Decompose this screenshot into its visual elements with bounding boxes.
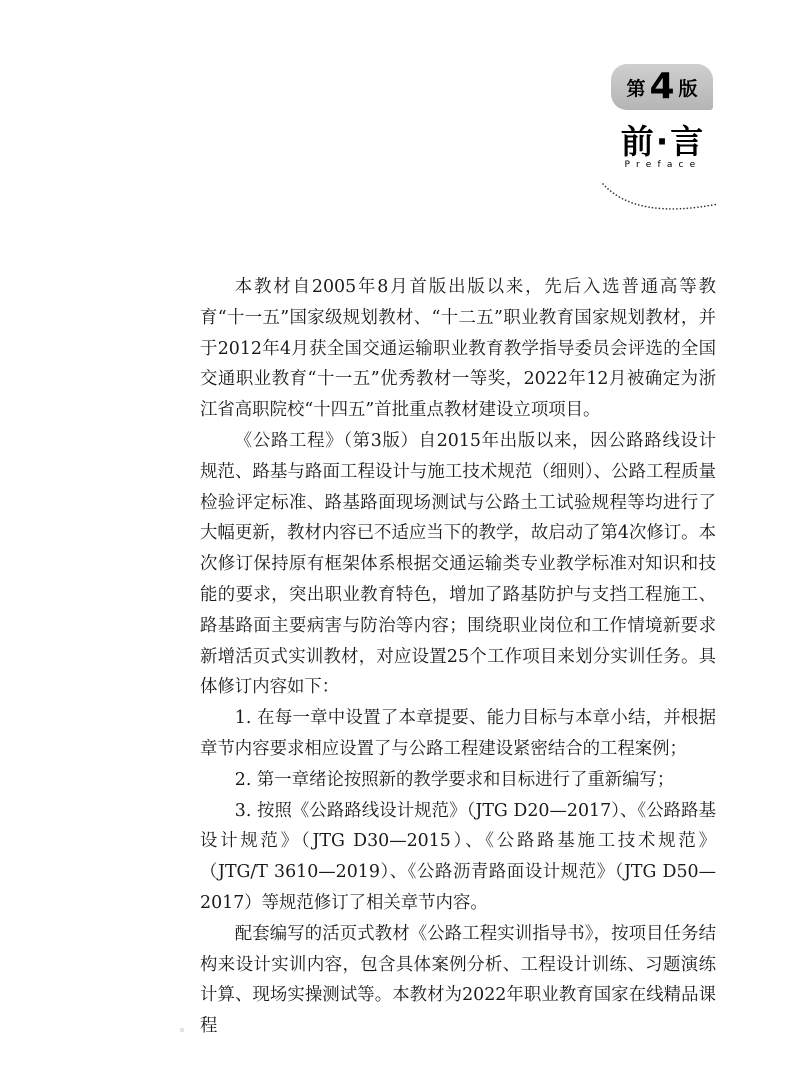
edition-suffix: 版 <box>678 77 698 100</box>
paragraph: 《公路工程》（第3版）自2015年出版以来，因公路路线设计规范、路基与路面工程设计与施工技术规范（细则）、公路工程质量检验评定标准、路基路面现场测试与公路土工试验规程等均进行了大幅更新，教材内容已不适应当下的教学，故启动了第4次修订。本次修订保持原有框架体系根据交通运输类专业教学标准对知识和技能的要求，突出职业教育特色，增加了路基防护与支挡工程施工、路基路面主要病害与防治等内容；围绕职业岗位和工作情境新要求新增活页式实训教材，对应设置25个工作项目来划分实训任务。具体修订内容如下： <box>200 430 716 698</box>
paragraph: 2. 第一章绪论按照新的教学要求和目标进行了重新编写； <box>234 769 675 790</box>
edition-badge <box>611 64 713 110</box>
page-title: 前·言 <box>620 122 706 161</box>
paragraph: 配套编写的活页式教材《公路工程实训指导书》，按项目任务结构来设计实训内容，包含具体案例分析、工程设计训练、习题演练计算、现场实操测试等。本教材为2022年职业教育国家在线精品课程 <box>200 923 716 1037</box>
scan-speck <box>180 1028 184 1032</box>
preface-body <box>200 272 716 1042</box>
paragraph: 1. 在每一章中设置了本章提要、能力目标与本章小结，并根据章节内容要求相应设置了与公路工程建设紧密结合的工程案例； <box>200 708 716 759</box>
page-subtitle: Preface <box>624 160 702 170</box>
decorative-dotted-arc <box>600 168 724 222</box>
edition-number: 4 <box>649 66 675 107</box>
paragraph: 本教材自2005年8月首版出版以来，先后入选普通高等教育“十一五”国家级规划教材、“十二五”职业教育国家规划教材，并于2012年4月获全国交通运输职业教育教学指导委员会评选的全国交通职业教育“十一五”优秀教材一等奖，2022年12月被确定为浙江省高职院校“十四五”首批重点教材建设立项项目。 <box>200 277 716 421</box>
paragraph: 3. 按照《公路路线设计规范》（JTG D20—2017）、《公路路基设计规范》（JTG D30—2015）、《公路路基施工技术规范》（JTG/T 3610—2019）、《公路沥青路面设计规范》（JTG D50—2017）等规范修订了相关章节内容。 <box>200 800 716 913</box>
edition-prefix: 第 <box>626 77 646 100</box>
